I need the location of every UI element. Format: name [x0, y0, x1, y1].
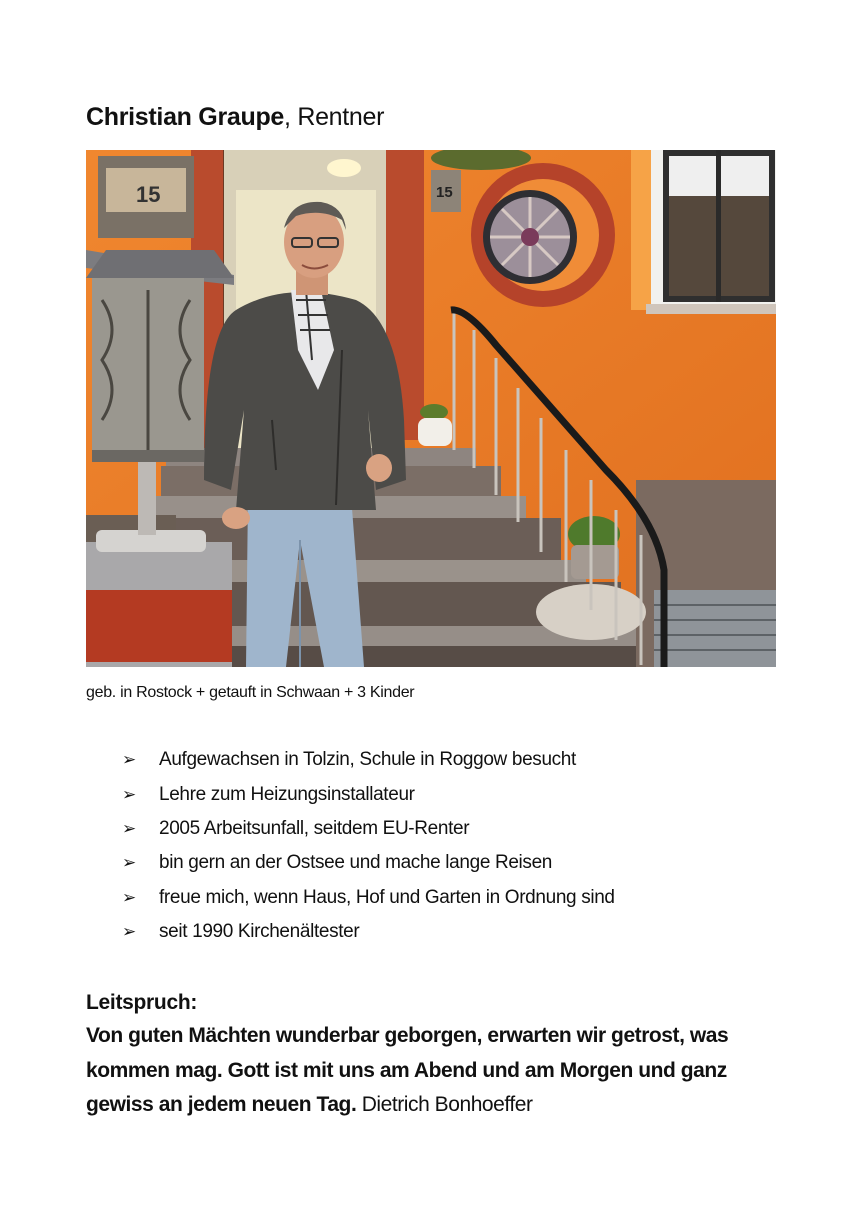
list-item-text: Lehre zum Heizungsinstallateur — [159, 783, 415, 805]
motto-paragraph — [86, 1019, 776, 1123]
motto-author: Dietrich Bonhoeffer — [361, 1093, 533, 1116]
list-item-text: freue mich, wenn Haus, Hof und Garten in Ordnung sind — [159, 886, 615, 908]
motto-heading: Leitspruch: — [86, 991, 198, 1014]
arrow-bullet-icon: ➢ — [122, 784, 136, 804]
arrow-bullet-icon: ➢ — [122, 818, 136, 838]
person-name: Christian Graupe — [86, 103, 285, 131]
list-item — [120, 881, 780, 915]
list-item — [120, 915, 780, 949]
biography-list — [120, 743, 780, 949]
list-item-text: bin gern an der Ostsee und mache lange Reisen — [159, 852, 553, 874]
page-title — [86, 100, 384, 134]
list-item — [120, 743, 780, 777]
list-item-text: Aufgewachsen in Tolzin, Schule in Roggow besucht — [159, 749, 576, 771]
list-item — [120, 777, 780, 811]
arrow-bullet-icon: ➢ — [122, 922, 136, 942]
house-number-plate: 15 — [436, 184, 453, 201]
photo-caption: geb. in Rostock + getauft in Schwaan + 3 Kinder — [86, 684, 415, 701]
house-number-mailbox: 15 — [136, 182, 161, 207]
list-item — [120, 846, 780, 880]
arrow-bullet-icon: ➢ — [122, 887, 136, 907]
arrow-bullet-icon: ➢ — [122, 853, 136, 873]
motto-quote: Von guten Mächten wunderbar geborgen, erwarten wir getrost, was kommen mag. Gott ist mit uns am Abend und am Morgen und ganz gewiss an jedem neuen Tag. — [86, 1024, 729, 1116]
arrow-bullet-icon: ➢ — [122, 750, 136, 770]
portrait-photo — [86, 150, 776, 667]
list-item — [120, 812, 780, 846]
list-item-text: seit 1990 Kirchenältester — [159, 921, 360, 943]
person-role: , Rentner — [284, 103, 385, 131]
list-item-text: 2005 Arbeitsunfall, seitdem EU-Renter — [159, 817, 470, 839]
